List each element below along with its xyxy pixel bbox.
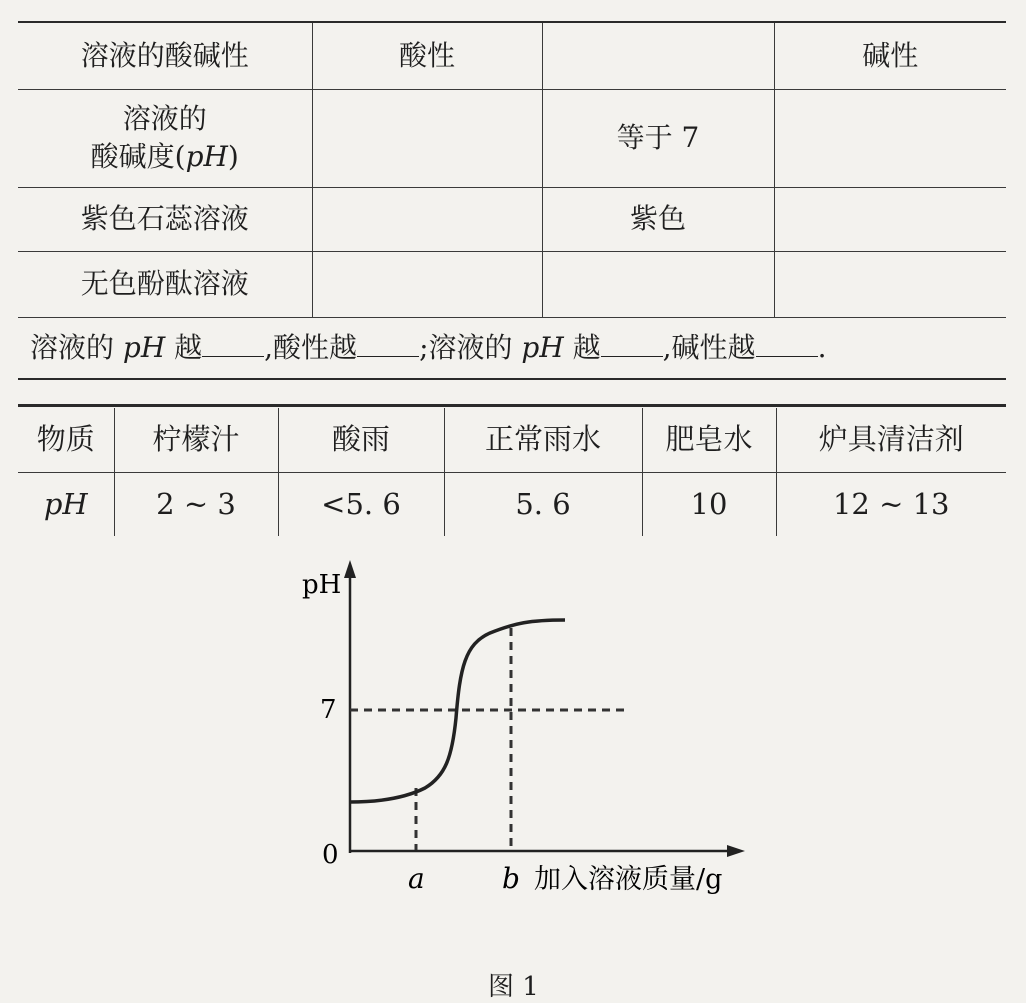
answer-blank[interactable] xyxy=(601,330,663,357)
row-litmus-label: 紫色石蕊溶液 xyxy=(18,187,312,251)
tick-7-label: 7 xyxy=(320,695,337,725)
sentence-part: . xyxy=(817,331,827,364)
ph-substance-table xyxy=(18,408,1006,536)
row-litmus-basic xyxy=(774,187,1006,251)
x-a-label: a xyxy=(408,862,425,895)
sentence-part: ,碱性越 xyxy=(662,331,756,364)
soap-water-header: 肥皂水 xyxy=(642,408,776,472)
sentence-ph-var: pH xyxy=(521,331,564,364)
header-acidic: 酸性 xyxy=(312,23,542,89)
header-acidity: 溶液的酸碱性 xyxy=(18,23,312,89)
row-ph-suffix: ) xyxy=(227,140,239,173)
oven-cleaner-ph: 12 ~ 13 xyxy=(776,472,1006,536)
row-phenol-neutral xyxy=(542,251,774,317)
row-phenol-label: 无色酚酞溶液 xyxy=(18,251,312,317)
x-axis-label: 加入溶液质量/g xyxy=(534,864,723,895)
answer-blank[interactable] xyxy=(756,330,818,357)
row-litmus-acidic xyxy=(312,187,542,251)
header-neutral xyxy=(542,23,774,89)
ph-row-label: pH xyxy=(18,472,114,536)
soap-water-ph: 10 xyxy=(642,472,776,536)
fill-in-sentence xyxy=(30,326,990,366)
normal-rain-ph: 5. 6 xyxy=(444,472,642,536)
sentence-part: 越 xyxy=(165,331,203,364)
row-phenol-acidic xyxy=(312,251,542,317)
acid-base-table xyxy=(18,23,1006,318)
answer-blank[interactable] xyxy=(357,330,419,357)
sentence-part: ;溶液的 xyxy=(419,331,522,364)
sentence-ph-var: pH xyxy=(122,331,166,364)
substance-header: 物质 xyxy=(18,408,114,472)
lemon-juice-header: 柠檬汁 xyxy=(114,408,278,472)
row-ph-neutral: 等于 7 xyxy=(542,89,774,187)
normal-rain-header: 正常雨水 xyxy=(444,408,642,472)
ph-titration-graph xyxy=(290,558,770,908)
origin-label: 0 xyxy=(322,840,339,870)
header-basic: 碱性 xyxy=(774,23,1006,89)
row-phenol-basic xyxy=(774,251,1006,317)
row-ph-prefix: 酸碱度( xyxy=(90,140,186,173)
sentence-part: ,酸性越 xyxy=(264,331,358,364)
row-ph-label-line2 xyxy=(18,138,312,176)
row-ph-var: pH xyxy=(185,140,228,173)
answer-blank[interactable] xyxy=(202,330,264,357)
y-axis-label: pH xyxy=(302,570,342,600)
row-litmus-neutral: 紫色 xyxy=(542,187,774,251)
row-ph-acidic xyxy=(312,89,542,187)
acid-rain-header: 酸雨 xyxy=(278,408,444,472)
row-ph-label xyxy=(18,89,312,187)
x-axis-arrow xyxy=(727,845,745,857)
acid-rain-ph: <5. 6 xyxy=(278,472,444,536)
sentence-part: 溶液的 xyxy=(30,331,123,364)
row-ph-basic xyxy=(774,89,1006,187)
x-b-label: b xyxy=(502,862,520,895)
mid-rule-2 xyxy=(18,404,1006,407)
row-ph-label-line1: 溶液的 xyxy=(122,102,207,136)
figure-caption: 图 1 xyxy=(488,972,539,1002)
oven-cleaner-header: 炉具清洁剂 xyxy=(776,408,1006,472)
mid-rule-1 xyxy=(18,378,1006,380)
lemon-juice-ph: 2 ~ 3 xyxy=(114,472,278,536)
y-axis-arrow xyxy=(344,560,356,578)
sentence-part: 越 xyxy=(563,331,601,364)
